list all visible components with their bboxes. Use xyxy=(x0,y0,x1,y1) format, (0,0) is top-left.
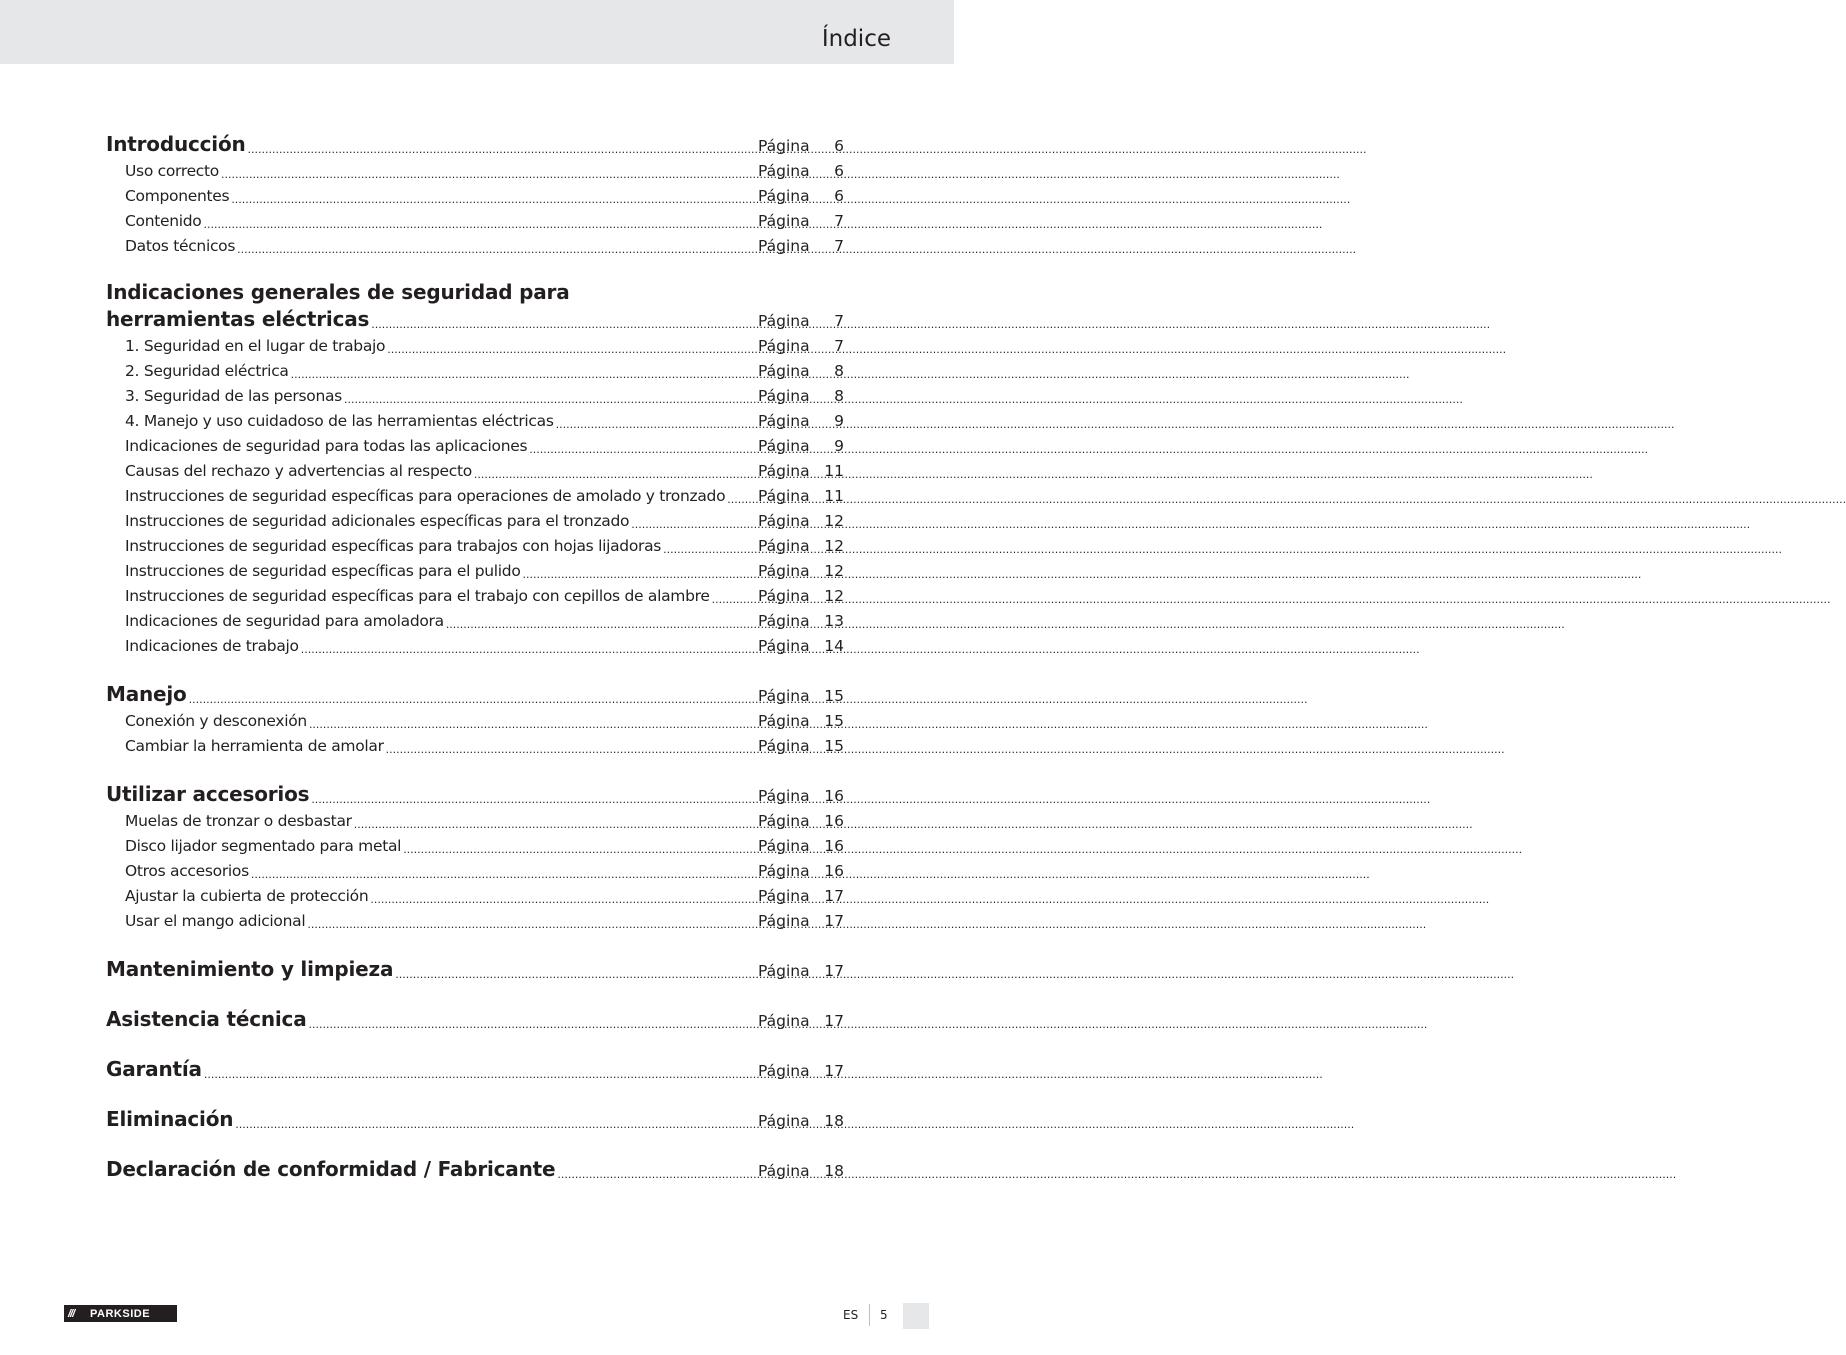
toc-subentry[interactable] xyxy=(106,584,844,609)
page-reference xyxy=(758,834,844,859)
toc-section-title: Manejo xyxy=(106,682,187,706)
page-word: Página xyxy=(758,962,810,980)
dot-leader xyxy=(307,718,758,732)
toc-entry-label: Indicaciones de trabajo xyxy=(125,637,299,655)
dot-leader xyxy=(299,643,758,657)
page-word: Página xyxy=(758,712,810,730)
toc-section-title: Declaración de conformidad / Fabricante xyxy=(106,1157,556,1181)
toc-section-entry[interactable] xyxy=(106,680,844,709)
page-reference xyxy=(758,783,844,809)
page-word: Página xyxy=(758,512,810,530)
toc-section-title: Garantía xyxy=(106,1057,202,1081)
page-reference xyxy=(758,534,844,559)
toc-subentry[interactable] xyxy=(106,509,844,534)
toc-subentry[interactable] xyxy=(106,534,844,559)
page-reference xyxy=(758,634,844,659)
page-reference xyxy=(758,584,844,609)
toc-subentry[interactable] xyxy=(106,184,844,209)
dot-leader xyxy=(710,593,758,607)
toc-section-entry[interactable] xyxy=(106,955,844,984)
page-reference xyxy=(758,909,844,934)
page-word: Página xyxy=(758,1112,810,1130)
toc-entry-label: Muelas de tronzar o desbastar xyxy=(125,812,352,830)
page-reference xyxy=(758,609,844,634)
page-ref-number: 8 xyxy=(834,362,844,380)
page-reference xyxy=(758,209,844,234)
dot-leader xyxy=(202,1068,758,1082)
dot-leader xyxy=(369,318,758,332)
dot-leader xyxy=(368,893,758,907)
page-ref-number: 15 xyxy=(824,687,844,705)
toc-entry-label: Instrucciones de seguridad específicas para el trabajo con cepillos de alambre xyxy=(125,587,710,605)
dot-leader xyxy=(629,518,758,532)
toc-section xyxy=(106,1005,844,1034)
toc-entry-label: Usar el mango adicional xyxy=(125,912,306,930)
dot-leader xyxy=(219,168,758,182)
page-word: Página xyxy=(758,487,810,505)
toc-subentry[interactable] xyxy=(106,834,844,859)
toc-subentry[interactable] xyxy=(106,884,844,909)
toc-section-title: Asistencia técnica xyxy=(106,1007,307,1031)
toc-subentry[interactable] xyxy=(106,334,844,359)
toc-section xyxy=(106,680,844,759)
toc-subentry[interactable] xyxy=(106,709,844,734)
page-ref-number: 13 xyxy=(824,612,844,630)
page-reference xyxy=(758,1058,844,1084)
page-reference xyxy=(758,409,844,434)
page-word: Página xyxy=(758,812,810,830)
dot-leader xyxy=(235,243,758,257)
page-ref-number: 9 xyxy=(834,412,844,430)
dot-leader xyxy=(472,468,758,482)
toc-section-entry[interactable] xyxy=(106,130,844,159)
page-word: Página xyxy=(758,687,810,705)
toc-entry-label: Otros accesorios xyxy=(125,862,249,880)
page-reference xyxy=(758,809,844,834)
toc-entry-label: Datos técnicos xyxy=(125,237,236,255)
page-ref-number: 17 xyxy=(824,1062,844,1080)
toc-section xyxy=(106,280,844,659)
toc-section-title: Utilizar accesorios xyxy=(106,782,310,806)
page-word: Página xyxy=(758,387,810,405)
toc-entry-label: Instrucciones de seguridad específicas para trabajos con hojas lijadoras xyxy=(125,537,662,555)
page-word: Página xyxy=(758,412,810,430)
dot-leader xyxy=(385,343,758,357)
page-reference xyxy=(758,234,844,259)
page-reference xyxy=(758,709,844,734)
toc-subentry[interactable] xyxy=(106,159,844,184)
toc-section-title: herramientas eléctricas xyxy=(106,307,370,331)
page-word: Página xyxy=(758,887,810,905)
page-reference xyxy=(758,1158,844,1184)
page-reference xyxy=(758,859,844,884)
toc-entry-label: Instrucciones de seguridad específicas para operaciones de amolado y tronzado xyxy=(125,487,726,505)
toc-entry-label: Instrucciones de seguridad específicas para el pulido xyxy=(125,562,521,580)
toc-subentry[interactable] xyxy=(106,409,844,434)
page-reference xyxy=(758,159,844,184)
page-word: Página xyxy=(758,187,810,205)
page-word: Página xyxy=(758,212,810,230)
dot-leader xyxy=(725,493,758,507)
page-ref-number: 12 xyxy=(824,587,844,605)
page-reference xyxy=(758,683,844,709)
toc-subentry[interactable] xyxy=(106,234,844,259)
page-ref-number: 7 xyxy=(834,212,844,230)
dot-leader xyxy=(342,393,758,407)
page-ref-number: 7 xyxy=(834,237,844,255)
toc-section xyxy=(106,1105,844,1134)
toc-subentry[interactable] xyxy=(106,734,844,759)
page-word: Página xyxy=(758,1162,810,1180)
toc-entry-label: 2. Seguridad eléctrica xyxy=(125,362,289,380)
toc-section-entry[interactable] xyxy=(106,1105,844,1134)
page-ref-number: 17 xyxy=(824,1012,844,1030)
toc-subentry[interactable] xyxy=(106,209,844,234)
dot-leader xyxy=(305,918,758,932)
toc-entry-label: 3. Seguridad de las personas xyxy=(125,387,342,405)
page-word: Página xyxy=(758,637,810,655)
page-word: Página xyxy=(758,1012,810,1030)
page-ref-number: 11 xyxy=(824,462,844,480)
page-reference xyxy=(758,308,844,334)
dot-leader xyxy=(661,543,758,557)
header-bar xyxy=(0,0,954,64)
page-ref-number: 15 xyxy=(824,737,844,755)
toc-subentry[interactable] xyxy=(106,909,844,934)
page-ref-number: 15 xyxy=(824,712,844,730)
page-word: Página xyxy=(758,737,810,755)
dot-leader xyxy=(233,1118,758,1132)
page-ref-number: 12 xyxy=(824,512,844,530)
page-ref-number: 16 xyxy=(824,837,844,855)
toc-subentry[interactable] xyxy=(106,359,844,384)
table-of-contents xyxy=(106,130,844,1205)
page-word: Página xyxy=(758,312,810,330)
toc-section-title: Introducción xyxy=(106,132,246,156)
toc-subentry[interactable] xyxy=(106,809,844,834)
page-word: Página xyxy=(758,237,810,255)
page-reference xyxy=(758,509,844,534)
page-reference xyxy=(758,1108,844,1134)
page-word: Página xyxy=(758,1062,810,1080)
page-reference xyxy=(758,559,844,584)
page-word: Página xyxy=(758,787,810,805)
page-word: Página xyxy=(758,362,810,380)
page-ref-number: 17 xyxy=(824,887,844,905)
page-word: Página xyxy=(758,612,810,630)
page-word: Página xyxy=(758,537,810,555)
page-ref-number: 8 xyxy=(834,387,844,405)
toc-entry-label: Instrucciones de seguridad adicionales específicas para el tronzado xyxy=(125,512,630,530)
page-ref-number: 18 xyxy=(824,1162,844,1180)
toc-entry-label: Contenido xyxy=(125,212,202,230)
page-word: Página xyxy=(758,562,810,580)
page-ref-number: 12 xyxy=(824,537,844,555)
dot-leader xyxy=(444,618,758,632)
toc-entry-label: 1. Seguridad en el lugar de trabajo xyxy=(125,337,386,355)
page-word: Página xyxy=(758,462,810,480)
dot-leader xyxy=(555,1168,758,1182)
page-word: Página xyxy=(758,337,810,355)
dot-leader xyxy=(309,793,758,807)
dot-leader xyxy=(307,1018,758,1032)
toc-subentry[interactable] xyxy=(106,459,844,484)
toc-section xyxy=(106,1155,844,1184)
toc-section-entry[interactable] xyxy=(106,1005,844,1034)
toc-section-entry[interactable] xyxy=(106,1155,844,1184)
page-ref-number: 16 xyxy=(824,812,844,830)
logo-text: PARKSIDE xyxy=(90,1307,151,1320)
logo-slashes: /// xyxy=(68,1307,75,1320)
page-word: Página xyxy=(758,587,810,605)
toc-subentry[interactable] xyxy=(106,559,844,584)
page-ref-number: 14 xyxy=(824,637,844,655)
page-reference xyxy=(758,484,844,509)
toc-entry-label: Uso correcto xyxy=(125,162,219,180)
page-ref-number: 16 xyxy=(824,862,844,880)
dot-leader xyxy=(384,743,758,757)
page-ref-number: 17 xyxy=(824,912,844,930)
toc-entry-label: Causas del rechazo y advertencias al respecto xyxy=(125,462,472,480)
toc-section-title: Eliminación xyxy=(106,1107,234,1131)
page-ref-number: 17 xyxy=(824,962,844,980)
page-reference xyxy=(758,334,844,359)
page-ref-number: 7 xyxy=(834,337,844,355)
toc-section-entry[interactable] xyxy=(106,305,844,334)
page-reference xyxy=(758,384,844,409)
language-code: ES xyxy=(843,1308,859,1322)
toc-section-title: Mantenimiento y limpieza xyxy=(106,957,394,981)
dot-leader xyxy=(401,843,758,857)
page-reference xyxy=(758,1008,844,1034)
dot-leader xyxy=(229,193,758,207)
dot-leader xyxy=(393,968,758,982)
page-word: Página xyxy=(758,912,810,930)
toc-section xyxy=(106,780,844,934)
toc-subentry[interactable] xyxy=(106,434,844,459)
toc-section xyxy=(106,130,844,259)
page-ref-number: 6 xyxy=(834,137,844,155)
toc-section xyxy=(106,1055,844,1084)
page-word: Página xyxy=(758,137,810,155)
dot-leader xyxy=(187,693,758,707)
page-reference xyxy=(758,884,844,909)
toc-entry-label: Disco lijador segmentado para metal xyxy=(125,837,402,855)
toc-subentry[interactable] xyxy=(106,609,844,634)
page-reference xyxy=(758,734,844,759)
toc-entry-label: Conexión y desconexión xyxy=(125,712,307,730)
toc-section-entry[interactable] xyxy=(106,780,844,809)
page-ref-number: 16 xyxy=(824,787,844,805)
page-word: Página xyxy=(758,862,810,880)
toc-entry-label: Indicaciones de seguridad para amoladora xyxy=(125,612,444,630)
dot-leader xyxy=(289,368,758,382)
page-reference xyxy=(758,184,844,209)
dot-leader xyxy=(246,143,758,157)
toc-entry-label: Indicaciones de seguridad para todas las aplicaciones xyxy=(125,437,528,455)
toc-entry-label: Cambiar la herramienta de amolar xyxy=(125,737,384,755)
toc-subentry[interactable] xyxy=(106,484,844,509)
brand-logo xyxy=(64,1305,177,1322)
page-number: 5 xyxy=(880,1308,888,1322)
page-reference xyxy=(758,434,844,459)
toc-entry-label: 4. Manejo y uso cuidadoso de las herramientas eléctricas xyxy=(125,412,554,430)
page-tab-marker xyxy=(903,1303,929,1329)
dot-leader xyxy=(554,418,758,432)
dot-leader xyxy=(352,818,758,832)
page-ref-number: 18 xyxy=(824,1112,844,1130)
dot-leader xyxy=(202,218,759,232)
dot-leader xyxy=(521,568,758,582)
page-ref-number: 11 xyxy=(824,487,844,505)
page-word: Página xyxy=(758,437,810,455)
page-word: Página xyxy=(758,162,810,180)
page-reference xyxy=(758,359,844,384)
toc-entry-label: Componentes xyxy=(125,187,230,205)
page-reference xyxy=(758,459,844,484)
page-reference xyxy=(758,958,844,984)
page-word: Página xyxy=(758,837,810,855)
page-title: Índice xyxy=(821,26,891,52)
toc-entry-label: Ajustar la cubierta de protección xyxy=(125,887,369,905)
toc-subentry[interactable] xyxy=(106,384,844,409)
toc-subentry[interactable] xyxy=(106,634,844,659)
dot-leader xyxy=(249,868,758,882)
dot-leader xyxy=(527,443,758,457)
page-ref-number: 6 xyxy=(834,162,844,180)
page-ref-number: 12 xyxy=(824,562,844,580)
page-ref-number: 6 xyxy=(834,187,844,205)
footer-divider xyxy=(869,1304,870,1326)
toc-section-title-line: Indicaciones generales de seguridad para xyxy=(106,280,570,304)
page-reference xyxy=(758,133,844,159)
toc-section-entry[interactable] xyxy=(106,1055,844,1084)
toc-subentry[interactable] xyxy=(106,859,844,884)
toc-section xyxy=(106,955,844,984)
page-ref-number: 9 xyxy=(834,437,844,455)
page-ref-number: 7 xyxy=(834,312,844,330)
